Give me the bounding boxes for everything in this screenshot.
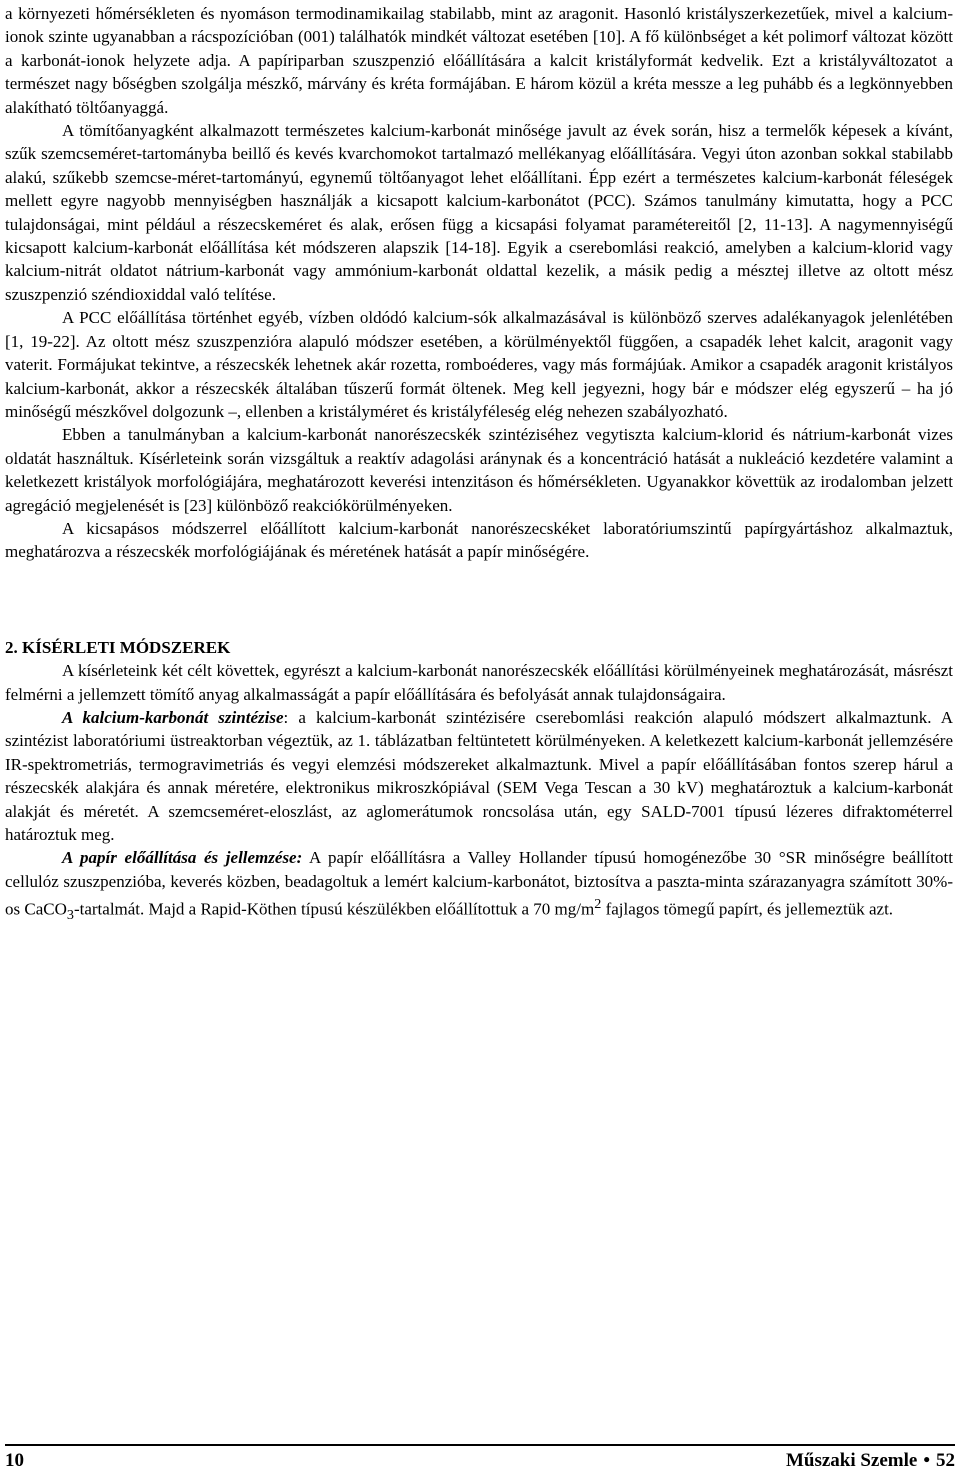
paragraph-text: fajlagos tömegű papírt, és jellemeztük azt. — [601, 899, 894, 919]
paragraph: A kísérleteink két célt követtek, egyrészt a kalcium-karbonát nanorészecskék előállítási körülményeinek meghatározását, másrészt felmérni a jellemzett tömítő anyag alkalmasságát a papír előállítására és befolyását annak tulajdonságaira. — [5, 661, 953, 704]
section-spacer — [5, 564, 953, 636]
paragraph: Ebben a tanulmányban a kalcium-karbonát nanorészecskék szintéziséhez vegytiszta kalcium-klorid és nátrium-karbonát vizes oldatát használtuk. Kísérleteink során vizsgáltuk a reaktív adagolási aránynak és a koncentráció hatását a nukleáció kezdetére valamint a keletkezett kristályok morfológiájára, meghatározott keverési intenzitáson és hőmérsékleten. Ugyanakkor követtük az irodalomban jelzett agregáció megjelenését is [23] különböző reakciókörülményeken. — [5, 425, 953, 515]
paragraph-text: A papír előállításra a Valley Hollander típusú homogénezőbe 30 °SR minőségre beállított cellulóz szuszpenzióba, keverés közben, beadagoltuk a lemért kalcium-karbonátot, biztosítva a paszta-minta szárazanyagra számított 30%-os CaCO — [5, 848, 953, 919]
paragraph-text: : a kalcium-karbonát szintézisére cserebomlási reakción alapuló módszert alkalmaztunk. A szintézist laboratóriumi üstreaktorban végeztük, az 1. táblázatban feltüntetett körülményeken. A keletkezett kalcium-karbonát jellemzésére IR-spektrometriás, termogravimetriás és vegyi elemzési módszereket alkalmaztunk. Mivel a papír előállításában fontos szerep hárul a részecskék alakjára és annak méretére, elektronikus mikroszkópiával (SEM Vega Tescan a 30 kV) meghatároztuk a kalcium-karbonát alakját és méretét. A szemcseméret-eloszlást, az aglomerátumok roncsolása után, egy SALD-7001 típusú lézeres difraktométerrel határoztuk meg. — [5, 707, 954, 844]
article-body — [5, 2, 953, 928]
run-in-heading: A papír előállítása és jellemzése: — [62, 848, 303, 868]
journal-title: Műszaki Szemle — [785, 1450, 918, 1471]
bullet-separator: • — [923, 1450, 930, 1471]
paragraph: a környezeti hőmérsékleten és nyomáson termodinamikailag stabilabb, mint az aragonit. Hasonló kristályszerkezetűek, mivel a kalcium-ionok szinte ugyanabban a rácspozícióban (001) találhatók mindkét változat esetében [10]. A fő különbséget a két polimorf változat között a karbonát-ionok helyzete adja. A papíriparban szuszpenzió előállítására a kalcit kristályformát kedvelik. Ezt a kristályváltozatot a természet nagy bőségben szolgálja mészkő, márvány és kréta formájában. E három közül a kréta messze a leg puhább és a legkönnyebben alakítható töltőanyaggá. — [5, 4, 953, 117]
run-in-heading: A kalcium-karbonát szintézise — [62, 707, 284, 727]
paragraph: A kicsapásos módszerrel előállított kalcium-karbonát nanorészecskéket laboratóriumszintű papírgyártáshoz alkalmaztuk, meghatározva a részecskék morfológiájának és méretének hatását a papír minőségére. — [5, 518, 953, 562]
page-footer — [5, 1450, 955, 1472]
page-number: 10 — [5, 1450, 24, 1471]
subscript: 3 — [66, 907, 74, 924]
journal-info — [786, 1450, 955, 1472]
paragraph: A PCC előállítása történhet egyéb, vízben oldódó kalcium-sók alkalmazásával is különböző szerves adalékanyagok jelenlétében [1, 19-22]. Az oltott mész szuszpenzióra alapuló módszer esetében, a körülményektől függően, a csapadék lehet kalcit, aragonit vagy vaterit. Formájukat tekintve, a részecskék lehetnek akár rozetta, romboéderes, vagy más formájúak. Amikor a csapadék aragonit kristályos kalcium-karbonát, akkor a részecskék általában tűszerű formát öltenek. Meg kell jegyezni, hogy bár e módszer elég egyszerű – ha jó minőségű mészkővel dolgozunk –, ellenben a kristályméret és kristályféleség elég nehezen szabályozható. — [5, 308, 953, 421]
paragraph — [5, 706, 953, 846]
issue-number: 52 — [936, 1450, 955, 1471]
section-heading: 2. KÍSÉRLETI MÓDSZEREK — [5, 637, 231, 657]
paragraph: A tömítőanyagként alkalmazott természetes kalcium-karbonát minősége javult az évek során, hisz a termelők képesek a kívánt, szűk szemcseméret-tartományba beillő és kevés kvarchomokot tartalmazó mellékanyag előállítására. Vegyi úton azonban sokkal stabilabb alakú, szűkebb szemcse-méret-tartományú, egynemű töltőanyagot lehet előállítani. Épp ezért a természetes kalcium-karbonát féleségek mellett egyre nagyobb mennyiségben használják a kicsapott kalcium-karbonátot (PCC). Számos tanulmány kimutatta, hogy a PCC tulajdonságai, mint például a részecskeméret és alak, erősen függ a kicsapási folyamat paramétereitől [2, 11-13]. A nagymennyiségű kicsapott kalcium-karbonát előállítása két módszeren alapszik [14-18]. Egyik a cserebomlási reakció, amelyben a kalcium-klorid vagy kalcium-nitrát oldatot nátrium-karbonát vagy ammónium-karbonát oldattal kezelik, a másik pedig a mésztej illetve az oltott mész szuszpenzió széndioxiddal való telítése. — [5, 121, 953, 304]
superscript: 2 — [594, 896, 602, 913]
paragraph-text: -tartalmát. Majd a Rapid-Köthen típusú készülékben előállítottuk a 70 mg/m — [73, 899, 595, 919]
paragraph — [5, 846, 953, 927]
footer-divider — [5, 1444, 955, 1446]
